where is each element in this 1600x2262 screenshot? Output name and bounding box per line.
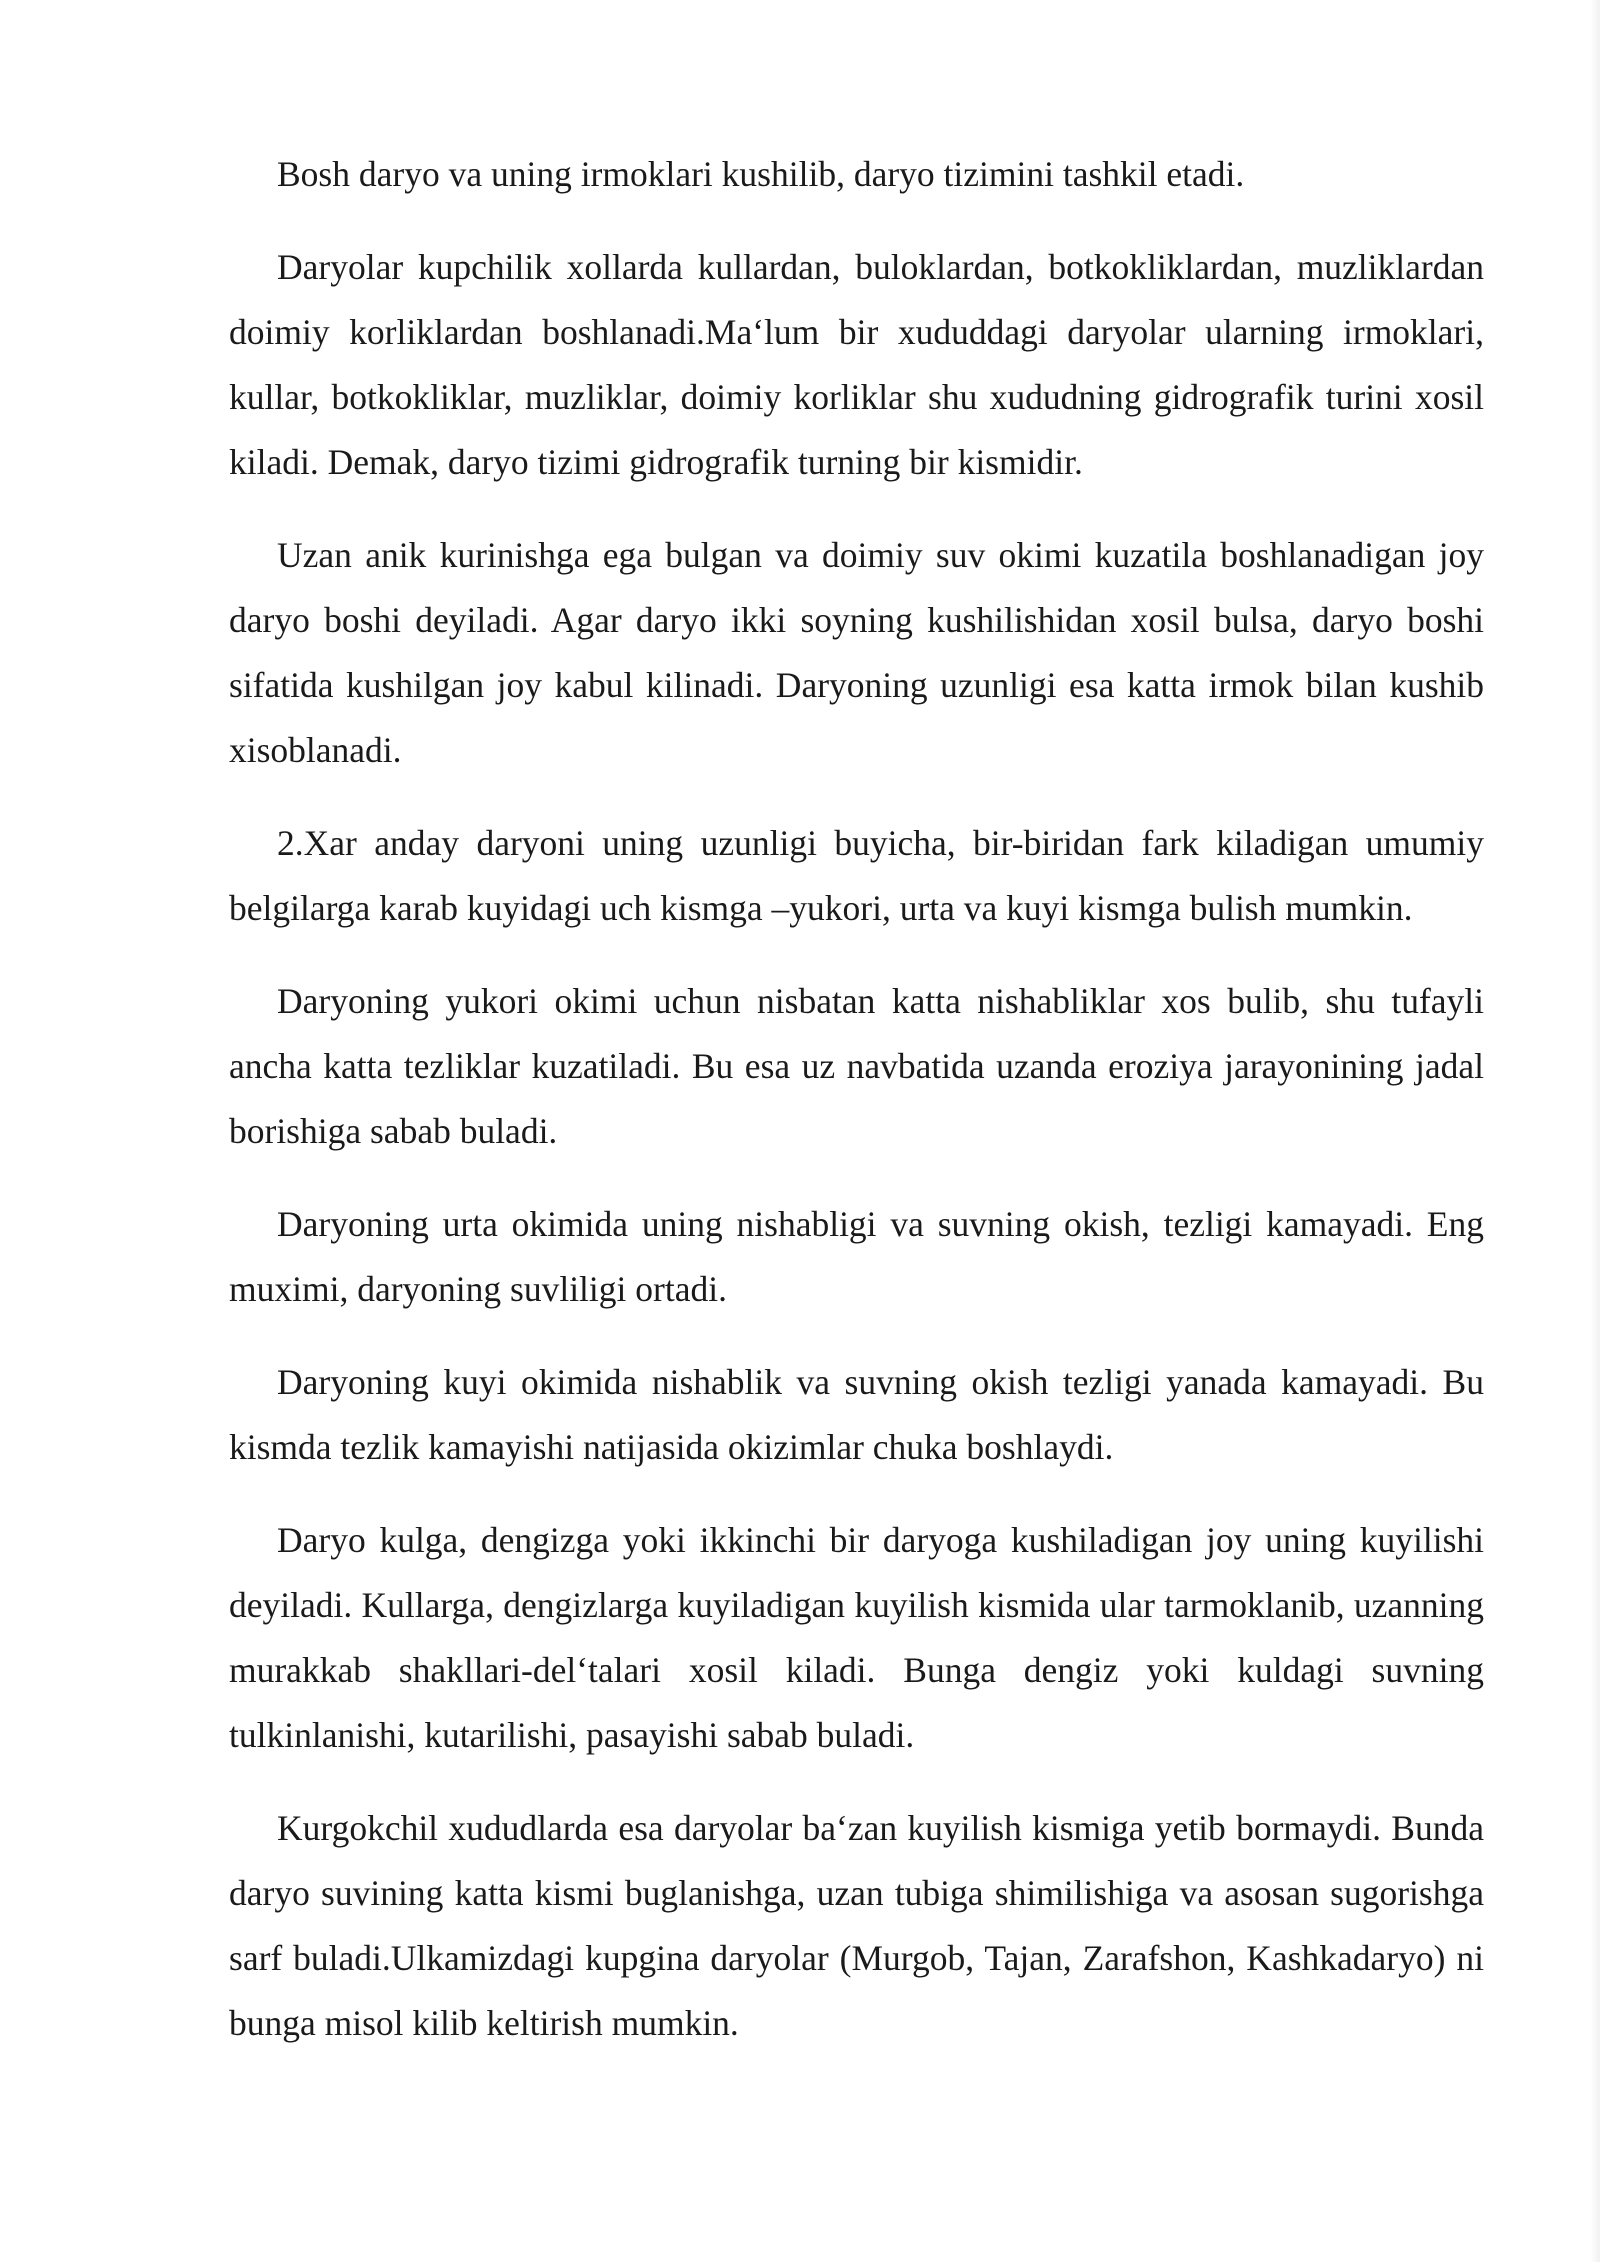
paragraph-river-mouth: Daryo kulga, dengizga yoki ikkinchi bir daryoga kushiladigan joy uning kuyilishi deyiladi. Kullarga, dengizlarga kuyiladigan kuyilish kismida ular tarmoklanib, uzanning murakkab shakllari-del‘talari xosil kiladi. Bunga dengiz yoki kuldagi suvning tulkinlanishi, kutarilishi, pasayishi sabab buladi. bbox=[229, 1520, 1484, 1755]
paragraph-river-system: Bosh daryo va uning irmoklari kushilib, daryo tizimini tashkil etadi. bbox=[277, 154, 1245, 194]
page-edge-shadow bbox=[1590, 0, 1600, 2262]
paragraph-river-sources: Daryolar kupchilik xollarda kullardan, buloklardan, botkokliklardan, muzliklardan doimiy korliklardan boshlanadi.Ma‘lum bir xududdagi daryolar ularning irmoklari, kullar, botkokliklar, muzliklar, doimiy korliklar shu xududning gidrografik turini xosil kiladi. Demak, daryo tizimi gidrografik turning bir kismidir. bbox=[229, 247, 1484, 482]
paragraph-river-head: Uzan anik kurinishga ega bulgan va doimiy suv okimi kuzatila boshlanadigan joy daryo boshi deyiladi. Agar daryo ikki soyning kushilishidan xosil bulsa, daryo boshi sifatida kushilgan joy kabul kilinadi. Daryoning uzunligi esa katta irmok bilan kushib xisoblanadi. bbox=[229, 535, 1484, 770]
paragraph-lower-course: Daryoning kuyi okimida nishablik va suvning okish tezligi yanada kamayadi. Bu kismda tezlik kamayishi natijasida okizimlar chuka boshlaydi. bbox=[229, 1362, 1484, 1467]
paragraph-river-parts: 2.Xar anday daryoni uning uzunligi buyicha, bir-biridan fark kiladigan umumiy belgilarga karab kuyidagi uch kismga –yukori, urta va kuyi kismga bulish mumkin. bbox=[229, 823, 1484, 928]
paragraph-upper-course: Daryoning yukori okimi uchun nisbatan katta nishabliklar xos bulib, shu tufayli ancha katta tezliklar kuzatiladi. Bu esa uz navbatida uzanda eroziya jarayonining jadal borishiga sabab buladi. bbox=[229, 981, 1484, 1151]
paragraph-middle-course: Daryoning urta okimida uning nishabligi va suvning okish, tezligi kamayadi. Eng muximi, daryoning suvliligi ortadi. bbox=[229, 1204, 1484, 1309]
body-text bbox=[229, 142, 1484, 2084]
paragraph-arid-regions: Kurgokchil xududlarda esa daryolar ba‘zan kuyilish kismiga yetib bormaydi. Bunda daryo suvining katta kismi buglanishga, uzan tubiga shimilishiga va asosan sugorishga sarf buladi.Ulkamizdagi kupgina daryolar (Murgob, Tajan, Zarafshon, Kashkadaryo) ni bunga misol kilib keltirish mumkin. bbox=[229, 1808, 1484, 2043]
